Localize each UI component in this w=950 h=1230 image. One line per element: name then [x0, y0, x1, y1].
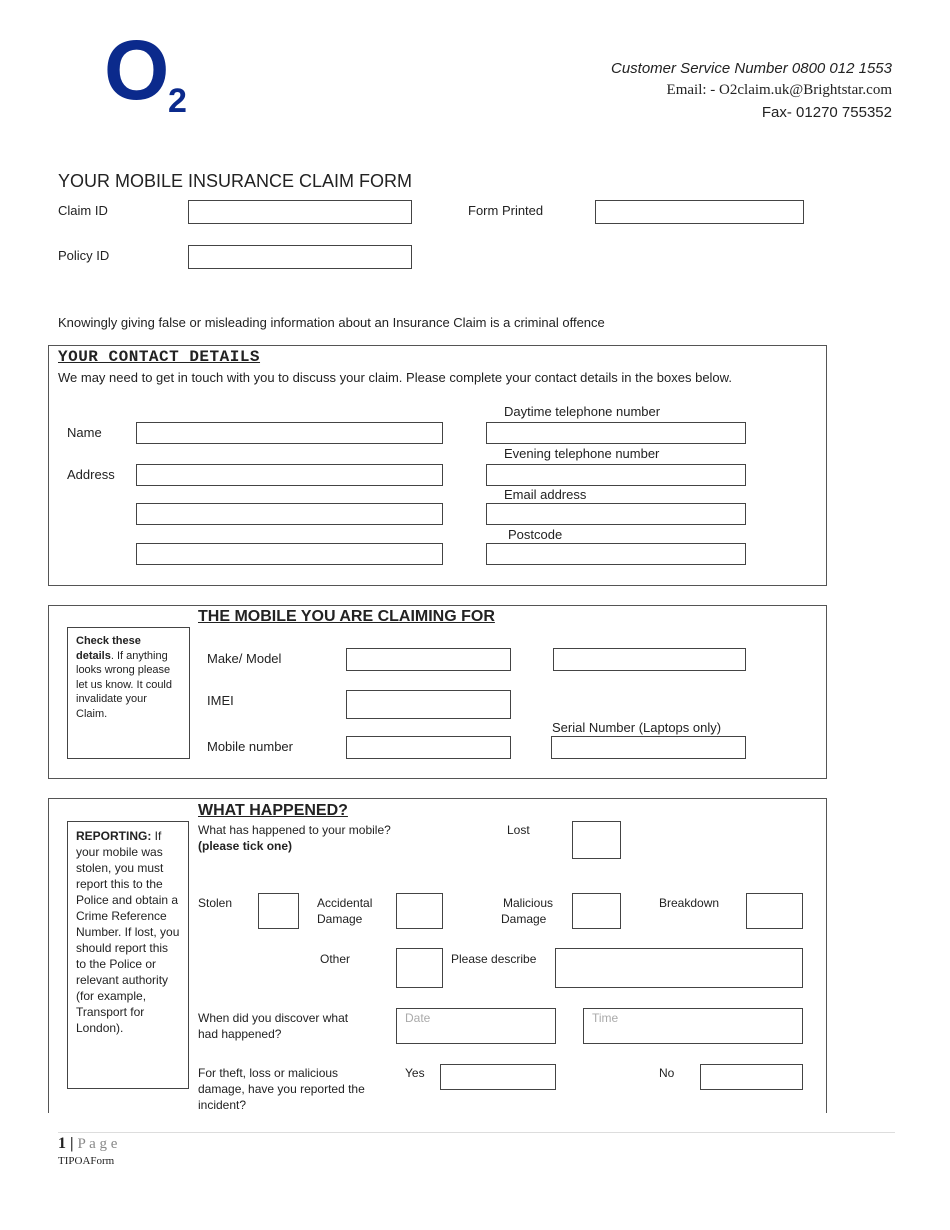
describe-field[interactable]	[555, 948, 803, 988]
breakdown-checkbox[interactable]	[746, 893, 803, 929]
postcode-field[interactable]	[486, 543, 746, 565]
reporting-bold: REPORTING:	[76, 829, 152, 843]
claim-id-label: Claim ID	[58, 203, 108, 218]
serial-number-field[interactable]	[551, 736, 746, 759]
name-field[interactable]	[136, 422, 443, 444]
form-title: YOUR MOBILE INSURANCE CLAIM FORM	[58, 171, 413, 191]
malicious-damage-checkbox[interactable]	[572, 893, 621, 929]
other-label: Other	[320, 952, 351, 966]
address-line-2[interactable]	[136, 503, 443, 525]
reported-no-field[interactable]	[700, 1064, 803, 1090]
breakdown-label: Breakdown	[659, 896, 720, 910]
form-code: TIPOAForm	[58, 1155, 115, 1167]
form-printed-label: Form Printed	[468, 203, 544, 218]
serial-number-label: Serial Number (Laptops only)	[552, 720, 722, 735]
daytime-phone-label: Daytime telephone number	[504, 404, 661, 419]
check-details-bold: Check these details	[76, 635, 141, 662]
false-info-warning: Knowingly giving false or misleading information about an Insurance Claim is a criminal offence	[58, 315, 605, 330]
claim-id-field[interactable]	[188, 200, 412, 224]
imei-label: IMEI	[207, 693, 234, 708]
evening-phone-label: Evening telephone number	[504, 446, 660, 461]
discover-time-field[interactable]	[583, 1008, 803, 1044]
check-details-note	[67, 627, 190, 759]
logo-subscript: 2	[168, 82, 187, 120]
other-checkbox[interactable]	[396, 948, 443, 988]
page-number: 1	[58, 1135, 66, 1152]
logo-letter: O	[104, 23, 170, 117]
date-placeholder: Date	[405, 1011, 431, 1025]
reporting-note	[67, 821, 189, 1089]
page-indicator	[58, 1135, 117, 1153]
mobile-number-label: Mobile number	[207, 739, 293, 754]
reporting-text: If your mobile was stolen, you must report this to the Police and obtain a Crime Reference Number. If lost, you should report this to the Police or relevant authority (for example, Transport for London).	[76, 829, 180, 1035]
address-line-3[interactable]	[136, 543, 443, 565]
daytime-phone-field[interactable]	[486, 422, 746, 444]
accidental-label-line2: Damage	[317, 912, 363, 926]
imei-field[interactable]	[346, 690, 511, 719]
reported-label-line2: damage, have you reported the	[198, 1082, 365, 1096]
reported-label-line1: For theft, loss or malicious	[198, 1066, 339, 1080]
evening-phone-field[interactable]	[486, 464, 746, 486]
accidental-damage-checkbox[interactable]	[396, 893, 443, 929]
footer-divider	[58, 1132, 895, 1133]
discover-label-line1: When did you discover what	[198, 1011, 349, 1025]
postcode-label: Postcode	[508, 527, 563, 542]
address-line-1[interactable]	[136, 464, 443, 486]
mobile-number-field[interactable]	[346, 736, 511, 759]
yes-label: Yes	[405, 1066, 425, 1080]
what-happened-title: WHAT HAPPENED?	[198, 802, 348, 819]
customer-service-number: Customer Service Number 0800 012 1553	[611, 60, 892, 77]
lost-label: Lost	[507, 823, 530, 837]
address-label: Address	[67, 467, 115, 482]
contact-intro: We may need to get in touch with you to discuss your claim. Please complete your contact details in the boxes below.	[58, 370, 732, 385]
reported-label-line3: incident?	[198, 1098, 247, 1112]
malicious-label-line2: Damage	[501, 912, 547, 926]
fax-number: Fax- 01270 755352	[761, 104, 892, 121]
stolen-checkbox[interactable]	[258, 893, 299, 929]
email-label: Email address	[504, 487, 587, 502]
form-printed-field[interactable]	[595, 200, 804, 224]
no-label: No	[659, 1066, 675, 1080]
time-placeholder: Time	[592, 1011, 619, 1025]
malicious-label-line1: Malicious	[503, 896, 554, 910]
o2-logo	[104, 23, 204, 130]
what-question-hint: (please tick one)	[198, 839, 293, 853]
please-describe-label: Please describe	[451, 952, 537, 966]
policy-id-field[interactable]	[188, 245, 412, 269]
stolen-label: Stolen	[198, 896, 233, 910]
page-word: P a g e	[77, 1136, 118, 1152]
contact-email: Email: - O2claim.uk@Brightstar.com	[666, 82, 892, 98]
mobile-section-title: THE MOBILE YOU ARE CLAIMING FOR	[198, 608, 495, 625]
what-question: What has happened to your mobile?	[198, 823, 391, 837]
accidental-label-line1: Accidental	[317, 896, 373, 910]
name-label: Name	[67, 425, 102, 440]
discover-date-field[interactable]	[396, 1008, 556, 1044]
make-model-label: Make/ Model	[207, 651, 282, 666]
lost-checkbox[interactable]	[572, 821, 621, 859]
make-model-field[interactable]	[346, 648, 511, 671]
email-field[interactable]	[486, 503, 746, 525]
discover-label-line2: had happened?	[198, 1027, 282, 1041]
reported-yes-field[interactable]	[440, 1064, 556, 1090]
contact-section-title: YOUR CONTACT DETAILS	[58, 348, 261, 366]
make-model-extra-field[interactable]	[553, 648, 746, 671]
check-details-text: . If anything looks wrong please let us know. It could invalidate your Claim.	[76, 649, 172, 720]
policy-id-label: Policy ID	[58, 248, 110, 263]
page-separator: |	[70, 1135, 74, 1152]
